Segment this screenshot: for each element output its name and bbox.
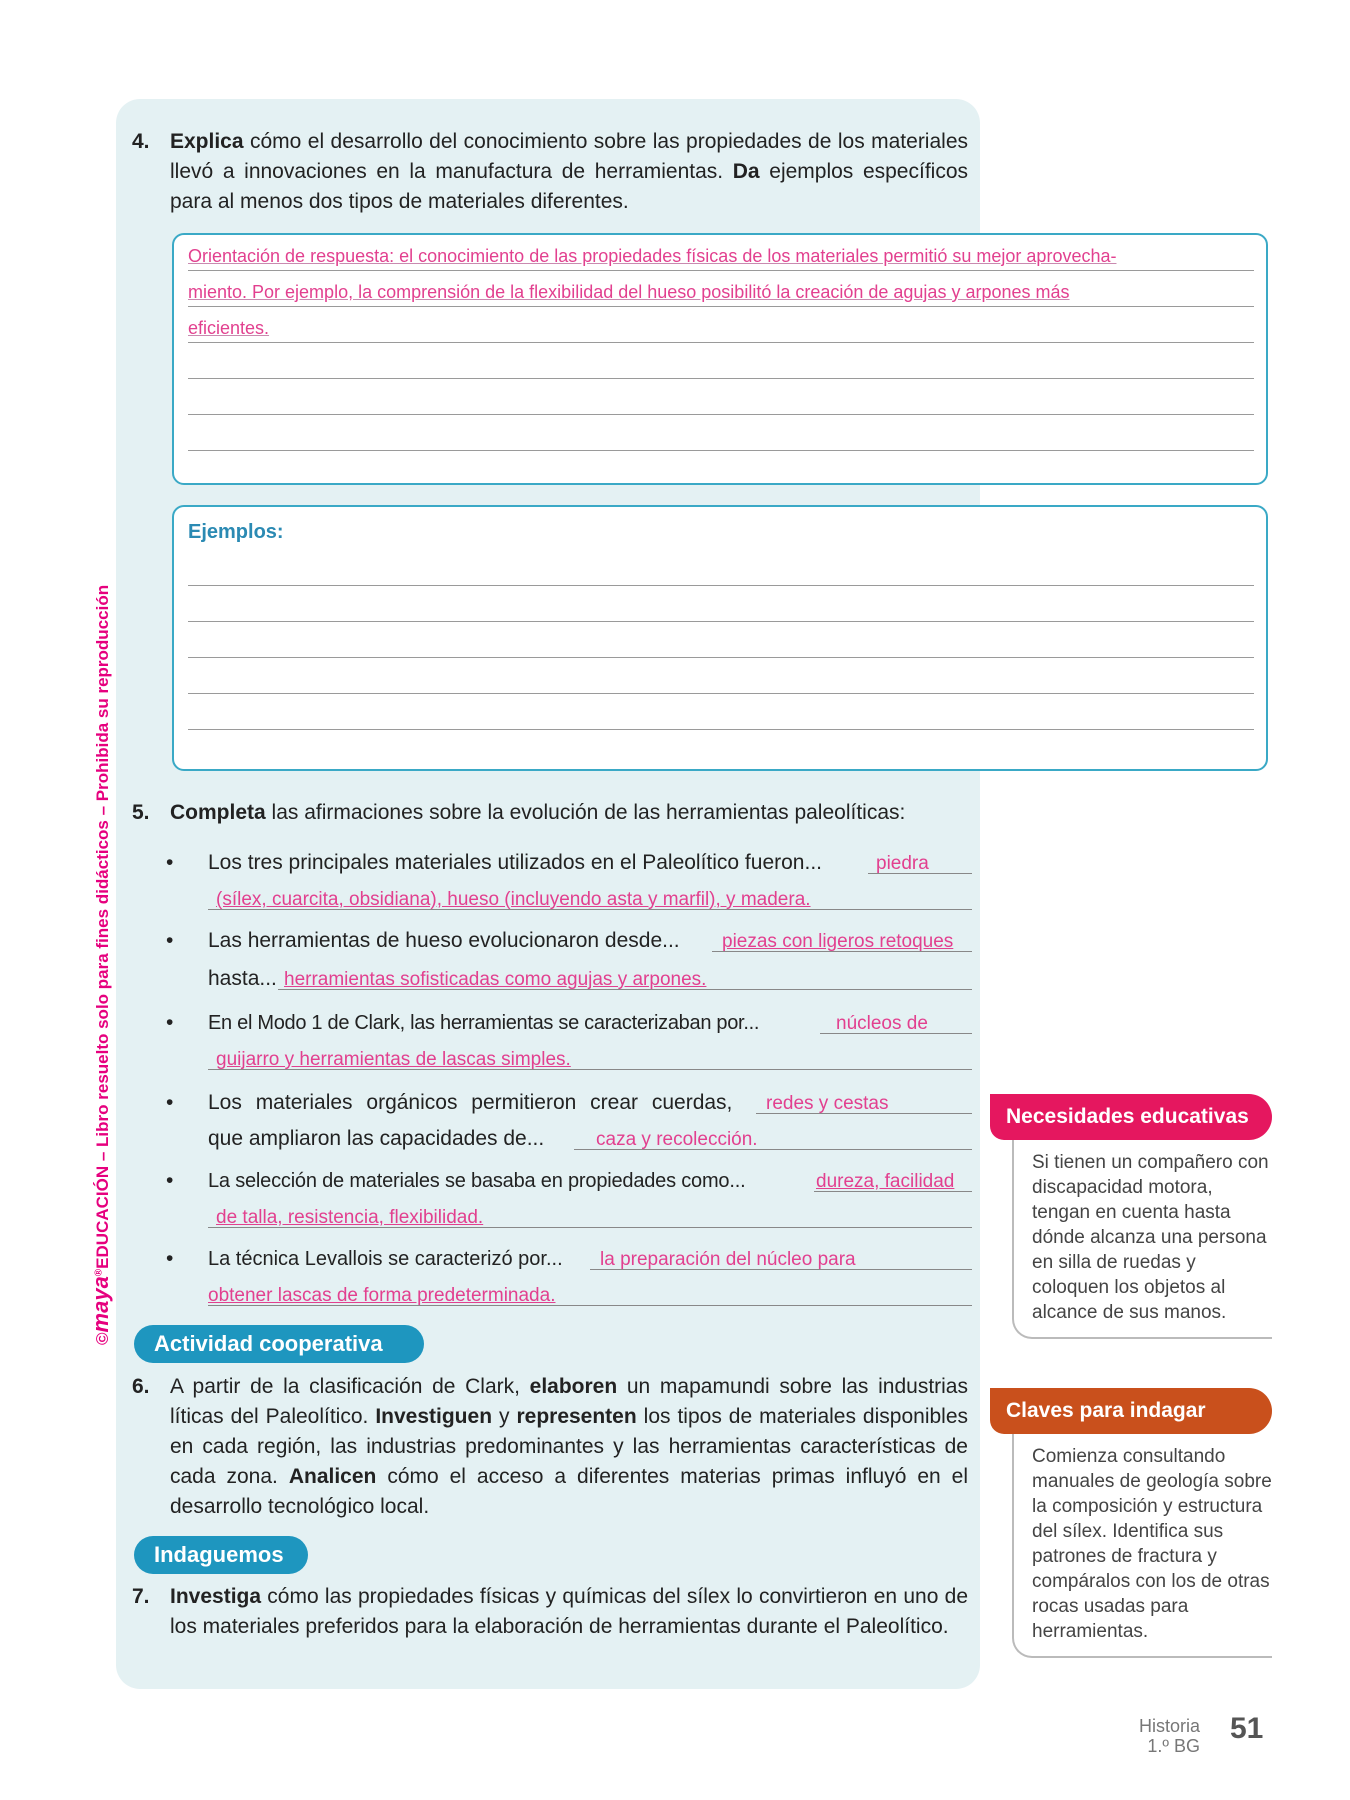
fill-answer: obtener lascas de forma predeterminada. <box>208 1285 556 1306</box>
footer-subject <box>1139 1716 1200 1756</box>
fill-answer: piezas con ligeros retoques <box>722 931 954 952</box>
examples-box[interactable] <box>172 505 1268 771</box>
page-number: 51 <box>1230 1712 1264 1745</box>
bold-verb: Explica <box>170 130 244 153</box>
text-segment: ejemplos específicos para al menos dos tipos de materiales diferentes. <box>170 160 968 213</box>
fill-answer: dureza, facilidad <box>816 1171 955 1192</box>
fill-answer: de talla, resistencia, flexibilidad. <box>216 1207 484 1228</box>
bullet-prompt: La técnica Levallois se caracterizó por... <box>208 1248 563 1270</box>
answer-line-2: miento. Por ejemplo, la comprensión de la flexibilidad del hueso posibilitó la creación de agujas y arpones más <box>188 282 1070 302</box>
rule-line <box>188 306 1254 307</box>
rule-line <box>188 342 1254 343</box>
fill-answer: redes y cestas <box>766 1093 889 1114</box>
text-segment: las afirmaciones sobre la evolución de las herramientas paleolíticas: <box>265 801 906 824</box>
rule-line <box>188 657 1254 658</box>
fill-answer: (sílex, cuarcita, obsidiana), hueso (incluyendo asta y marfil), y madera. <box>216 889 811 910</box>
text-segment: cómo el desarrollo del conocimiento sobre las propiedades de los materiales llevó a innovaciones en la manufactura de herramientas. <box>170 130 968 183</box>
question-text <box>170 1372 968 1522</box>
registered-mark: ® <box>93 1268 105 1277</box>
fill-answer: herramientas sofisticadas como agujas y arpones. <box>284 969 707 990</box>
rule-line <box>188 378 1254 379</box>
examples-label: Ejemplos: <box>188 521 284 543</box>
bullet-prompt: hasta... <box>208 967 277 990</box>
bold-verb: elaboren <box>529 1375 618 1398</box>
necesidades-title: Necesidades educativas <box>990 1094 1272 1140</box>
question-6 <box>132 1372 968 1522</box>
bullet-prompt: La selección de materiales se basaba en propiedades como... <box>208 1170 746 1192</box>
bullet-icon: • <box>166 1091 174 1114</box>
question-4 <box>132 127 968 217</box>
bullet-prompt: Los materiales orgánicos permitieron crear cuerdas, <box>208 1091 733 1114</box>
bullet-prompt: Los tres principales materiales utilizados en el Paleolítico fueron... <box>208 851 822 874</box>
question-text <box>170 127 968 217</box>
fill-answer: guijarro y herramientas de lascas simples. <box>216 1049 571 1070</box>
rule-line <box>188 585 1254 586</box>
bold-verb: Completa <box>170 801 266 824</box>
bullet-icon: • <box>166 1247 174 1270</box>
rule-line <box>188 693 1254 694</box>
claves-indagar-box <box>990 1388 1272 1658</box>
text-segment: y <box>492 1405 517 1428</box>
bold-verb: Analicen <box>288 1465 377 1488</box>
bullet-icon: • <box>166 1011 174 1034</box>
answer-box[interactable] <box>172 233 1268 485</box>
text-segment: cómo el acceso a diferentes materias primas influyó en el desarrollo tecnológico local. <box>170 1465 968 1518</box>
bold-verb: Da <box>732 160 760 183</box>
copyright-symbol: © <box>93 1332 112 1345</box>
text-segment: cómo las propiedades físicas y químicas del sílex lo convirtieron en uno de los materiales preferidos para la elaboración de herramientas durante el Paleolítico. <box>170 1585 968 1638</box>
bullet-prompt: En el Modo 1 de Clark, las herramientas se caracterizaban por... <box>208 1012 760 1034</box>
indaguemos-tag: Indaguemos <box>134 1536 308 1574</box>
question-number: 6. <box>132 1375 150 1398</box>
bullet-icon: • <box>166 851 174 874</box>
fill-answer: caza y recolección. <box>596 1129 758 1150</box>
question-number: 4. <box>132 130 150 153</box>
fill-answer: núcleos de <box>836 1013 928 1034</box>
bold-verb: Investiguen <box>375 1405 493 1428</box>
necesidades-text: Si tienen un compañero con discapacidad motora, tengan en cuenta hasta dónde alcanza una persona en silla de ruedas y coloquen los objetos al alcance de sus manos. <box>1012 1140 1272 1339</box>
bullet-icon: • <box>166 929 174 952</box>
subject-name: Historia <box>1138 1716 1200 1736</box>
rule-line <box>188 270 1254 271</box>
copyright-text: EDUCACIÓN – Libro resuelto solo para fines didácticos – Prohibida su reproducción <box>93 584 112 1269</box>
bullet-prompt: Las herramientas de hueso evolucionaron desde... <box>208 929 680 952</box>
bold-verb: representen <box>516 1405 637 1428</box>
bullet-icon: • <box>166 1169 174 1192</box>
answer-line-3: eficientes. <box>188 318 270 338</box>
fill-answer: piedra <box>876 853 929 874</box>
cooperative-activity-tag: Actividad cooperativa <box>134 1325 424 1363</box>
text-segment: A partir de la clasificación de Clark, <box>170 1375 530 1398</box>
question-number: 5. <box>132 801 150 824</box>
text-segment: los tipos de materiales disponibles en cada región, las industrias predominantes y las herramientas características de cada zona. <box>170 1405 969 1488</box>
question-number: 7. <box>132 1585 150 1608</box>
rule-line <box>188 450 1254 451</box>
question-text <box>170 1582 968 1642</box>
necesidades-educativas-box <box>990 1094 1272 1339</box>
brand-logo: maya <box>88 1276 113 1333</box>
bullet-prompt: que ampliaron las capacidades de... <box>208 1127 545 1150</box>
rule-line <box>188 729 1254 730</box>
fill-answer: la preparación del núcleo para <box>600 1249 856 1270</box>
rule-line <box>188 621 1254 622</box>
claves-title: Claves para indagar <box>990 1388 1272 1434</box>
question-7 <box>132 1582 968 1642</box>
text-segment: un mapamundi sobre las industrias líticas del Paleolítico. <box>170 1375 968 1428</box>
bold-verb: Investiga <box>170 1585 262 1608</box>
grade-label: 1.º BG <box>1147 1736 1200 1756</box>
rule-line <box>188 414 1254 415</box>
claves-text: Comienza consultando manuales de geología sobre la composición y estructura del sílex. Identifica sus patrones de fractura y compáralos con los de otras rocas usadas para herramientas. <box>1012 1434 1272 1658</box>
answer-line-1: Orientación de respuesta: el conocimiento de las propiedades físicas de los materiales permitió su mejor aprovecha- <box>188 246 1117 266</box>
question-text <box>170 798 968 828</box>
copyright-sidebar <box>88 445 114 1345</box>
question-5 <box>132 798 968 828</box>
